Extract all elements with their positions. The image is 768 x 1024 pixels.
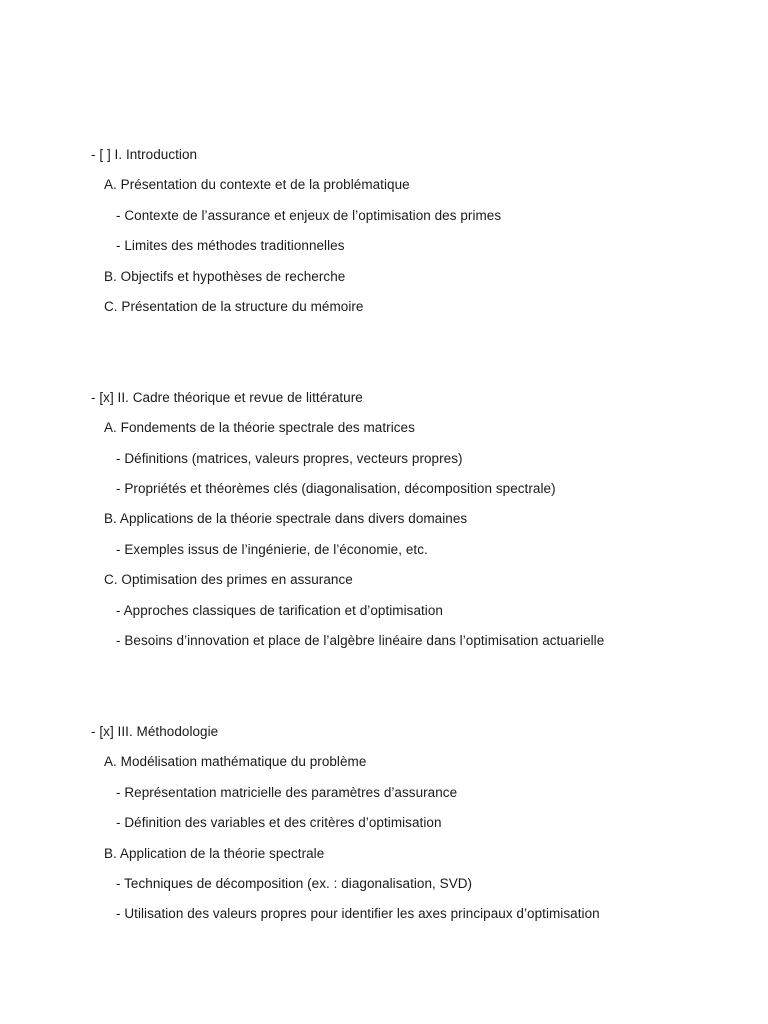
outline-item: A. Fondements de la théorie spectrale des matrices (104, 420, 415, 435)
outline-item: B. Applications de la théorie spectrale dans divers domaines (104, 511, 468, 526)
outline-subitem: - Exemples issus de l’ingénierie, de l’économie, etc. (116, 542, 428, 557)
outline-subitem: - Contexte de l’assurance et enjeux de l’optimisation des primes (116, 208, 502, 223)
section-heading-introduction: - [ ] I. Introduction (91, 147, 198, 162)
outline-item: A. Présentation du contexte et de la problématique (104, 177, 410, 192)
outline-item: B. Objectifs et hypothèses de recherche (104, 269, 346, 284)
outline-item: C. Optimisation des primes en assurance (104, 572, 353, 587)
outline-subitem: - Besoins d’innovation et place de l’algèbre linéaire dans l’optimisation actuarielle (116, 633, 605, 648)
outline-subitem: - Définitions (matrices, valeurs propres, vecteurs propres) (116, 451, 463, 466)
section-heading-cadre-theorique: - [x] II. Cadre théorique et revue de littérature (91, 390, 363, 405)
outline-item: B. Application de la théorie spectrale (104, 846, 325, 861)
outline-subitem: - Représentation matricielle des paramètres d’assurance (116, 785, 458, 800)
outline-subitem: - Limites des méthodes traditionnelles (116, 238, 345, 253)
outline-item: A. Modélisation mathématique du problème (104, 754, 367, 769)
outline-subitem: - Utilisation des valeurs propres pour identifier les axes principaux d’optimisation (116, 906, 600, 921)
section-heading-methodologie: - [x] III. Méthodologie (91, 724, 219, 739)
outline-subitem: - Approches classiques de tarification et d’optimisation (116, 603, 443, 618)
outline-subitem: - Propriétés et théorèmes clés (diagonalisation, décomposition spectrale) (116, 481, 556, 496)
outline-item: C. Présentation de la structure du mémoire (104, 299, 364, 314)
outline-subitem: - Définition des variables et des critères d’optimisation (116, 815, 442, 830)
outline-subitem: - Techniques de décomposition (ex. : diagonalisation, SVD) (116, 876, 473, 891)
